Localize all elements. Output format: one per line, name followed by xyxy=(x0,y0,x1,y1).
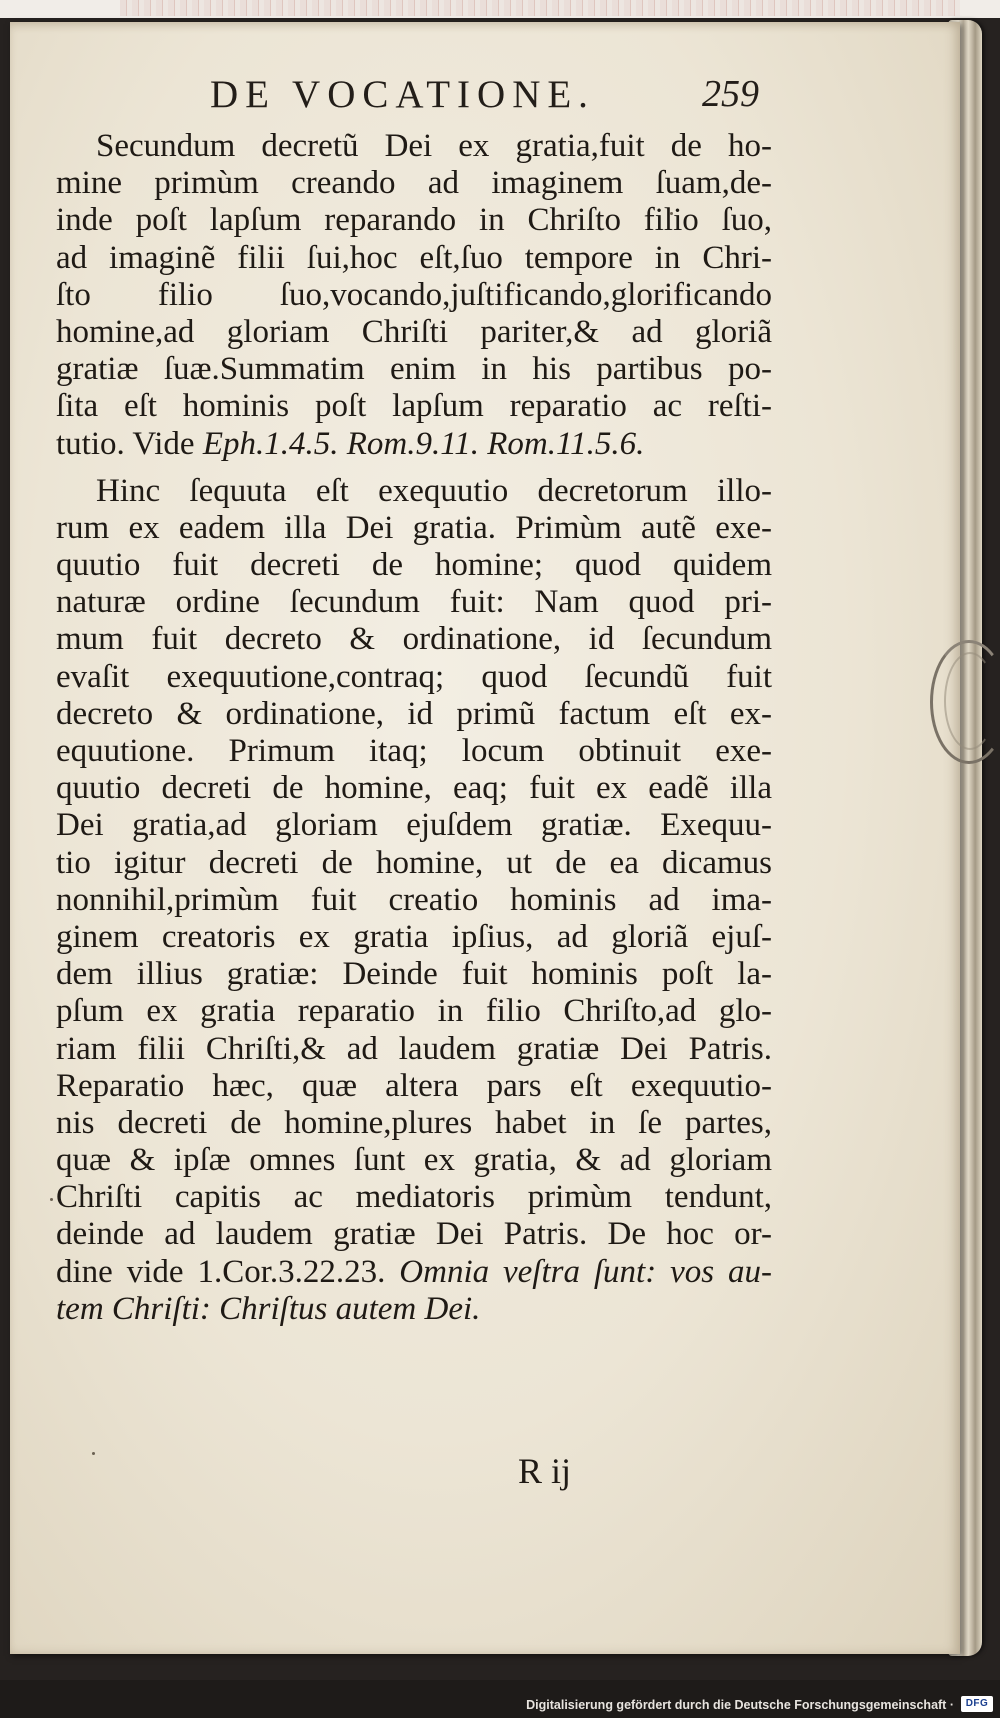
text-line: Reparatio hæc, quæ altera pars eſt exequutio- xyxy=(56,1067,772,1104)
scripture-reference: Eph.1.4.5. Rom.9.11. Rom.11.5.6. xyxy=(202,425,645,462)
page-speck xyxy=(50,1198,53,1201)
text-line: nis decreti de homine,plures habet in ſe partes, xyxy=(56,1104,772,1141)
text-line: evaſit exequutione,contraq; quod ſecundũ fuit xyxy=(56,658,772,695)
text-line xyxy=(56,426,772,463)
top-strip-pattern xyxy=(120,0,960,16)
text-line: ſita eſt hominis poſt lapſum reparatio ac reſti- xyxy=(56,388,772,425)
text-line: mum fuit decreto & ordinatione, id ſecundum xyxy=(56,621,772,658)
dfg-logo: DFG xyxy=(961,1696,993,1712)
text-line: gratiæ ſuæ.Summatim enim in his partibus po- xyxy=(56,351,772,388)
text-line: nonnihil,primùm fuit creatio hominis ad ima- xyxy=(56,881,772,918)
text-line: Dei gratia,ad gloriam ejuſdem gratiæ. Exequu- xyxy=(56,807,772,844)
text-line: equutione. Primum itaq; locum obtinuit exe- xyxy=(56,733,772,769)
text-line: deinde ad laudem gratiæ Dei Patris. De hoc or- xyxy=(56,1216,772,1253)
signature-mark: R ij xyxy=(518,1451,572,1491)
text-line: homine,ad gloriam Chriſti pariter,& ad gloriã xyxy=(56,313,772,350)
text-line: mine primùm creando ad imaginem ſuam,de- xyxy=(56,165,772,202)
text-line: pſum ex gratia reparatio in filio Chriſto,ad glo- xyxy=(56,993,772,1030)
text-line: Hinc ſequuta eſt exequutio decretorum illo- xyxy=(96,472,772,509)
text-line: quutio fuit decreti de homine; quod quidem xyxy=(56,547,772,584)
top-paper-strip xyxy=(0,0,1000,18)
text-line: decreto & ordinatione, id primũ factum eſt ex- xyxy=(56,695,772,732)
text-line: Secundum decretũ Dei ex gratia,fuit de ho- xyxy=(96,128,772,164)
text-line-start: dine vide 1.Cor.3.22.23. xyxy=(56,1253,400,1290)
page-number: 259 xyxy=(702,73,759,115)
text-line: ginem creatoris ex gratia ipſius, ad gloriã ejuſ- xyxy=(56,918,772,955)
text-line: Chriſti capitis ac mediatoris primùm tendunt, xyxy=(56,1179,772,1216)
page-speck xyxy=(92,1452,95,1455)
text-line: naturæ ordine ſecundum fuit: Nam quod pri- xyxy=(56,584,772,621)
text-line: inde poſt lapſum reparando in Chriſto filio ſuo, xyxy=(56,202,772,239)
scripture-quote: Omnia veſtra ſunt: vos au- xyxy=(399,1253,773,1290)
text-line: quutio decreti de homine, eaq; fuit ex eadẽ illa xyxy=(56,770,772,807)
body-text xyxy=(56,128,772,1328)
paragraph-gap xyxy=(56,463,772,473)
text-line: ſto filio ſuo,vocando,juſtificando,glorificando xyxy=(56,276,772,313)
text-line: ad imaginẽ filii ſui,hoc eſt,ſuo tempore in Chri- xyxy=(56,239,772,276)
running-head: DE VOCATIONE. xyxy=(210,73,595,116)
text-line: quæ & ipſæ omnes ſunt ex gratia, & ad gloriam xyxy=(56,1142,772,1179)
page-clip-ring-inner xyxy=(944,652,996,750)
text-line-italic: tem Chriſti: Chriſtus autem Dei. xyxy=(56,1290,481,1327)
text-line: rum ex eadem illa Dei gratia. Primùm autẽ exe- xyxy=(56,509,772,546)
footer-credit: Digitalisierung gefördert durch die Deutsche Forschungsgemeinschaft · xyxy=(526,1698,954,1712)
text-line: riam filii Chriſti,& ad laudem gratiæ Dei Patris. xyxy=(56,1030,772,1067)
text-line xyxy=(56,1254,772,1291)
text-line: tio igitur decreti de homine, ut de ea dicamus xyxy=(56,844,772,881)
text-line: dem illius gratiæ: Deinde fuit hominis poſt la- xyxy=(56,956,772,993)
text-line-start: tutio. Vide xyxy=(56,425,203,462)
